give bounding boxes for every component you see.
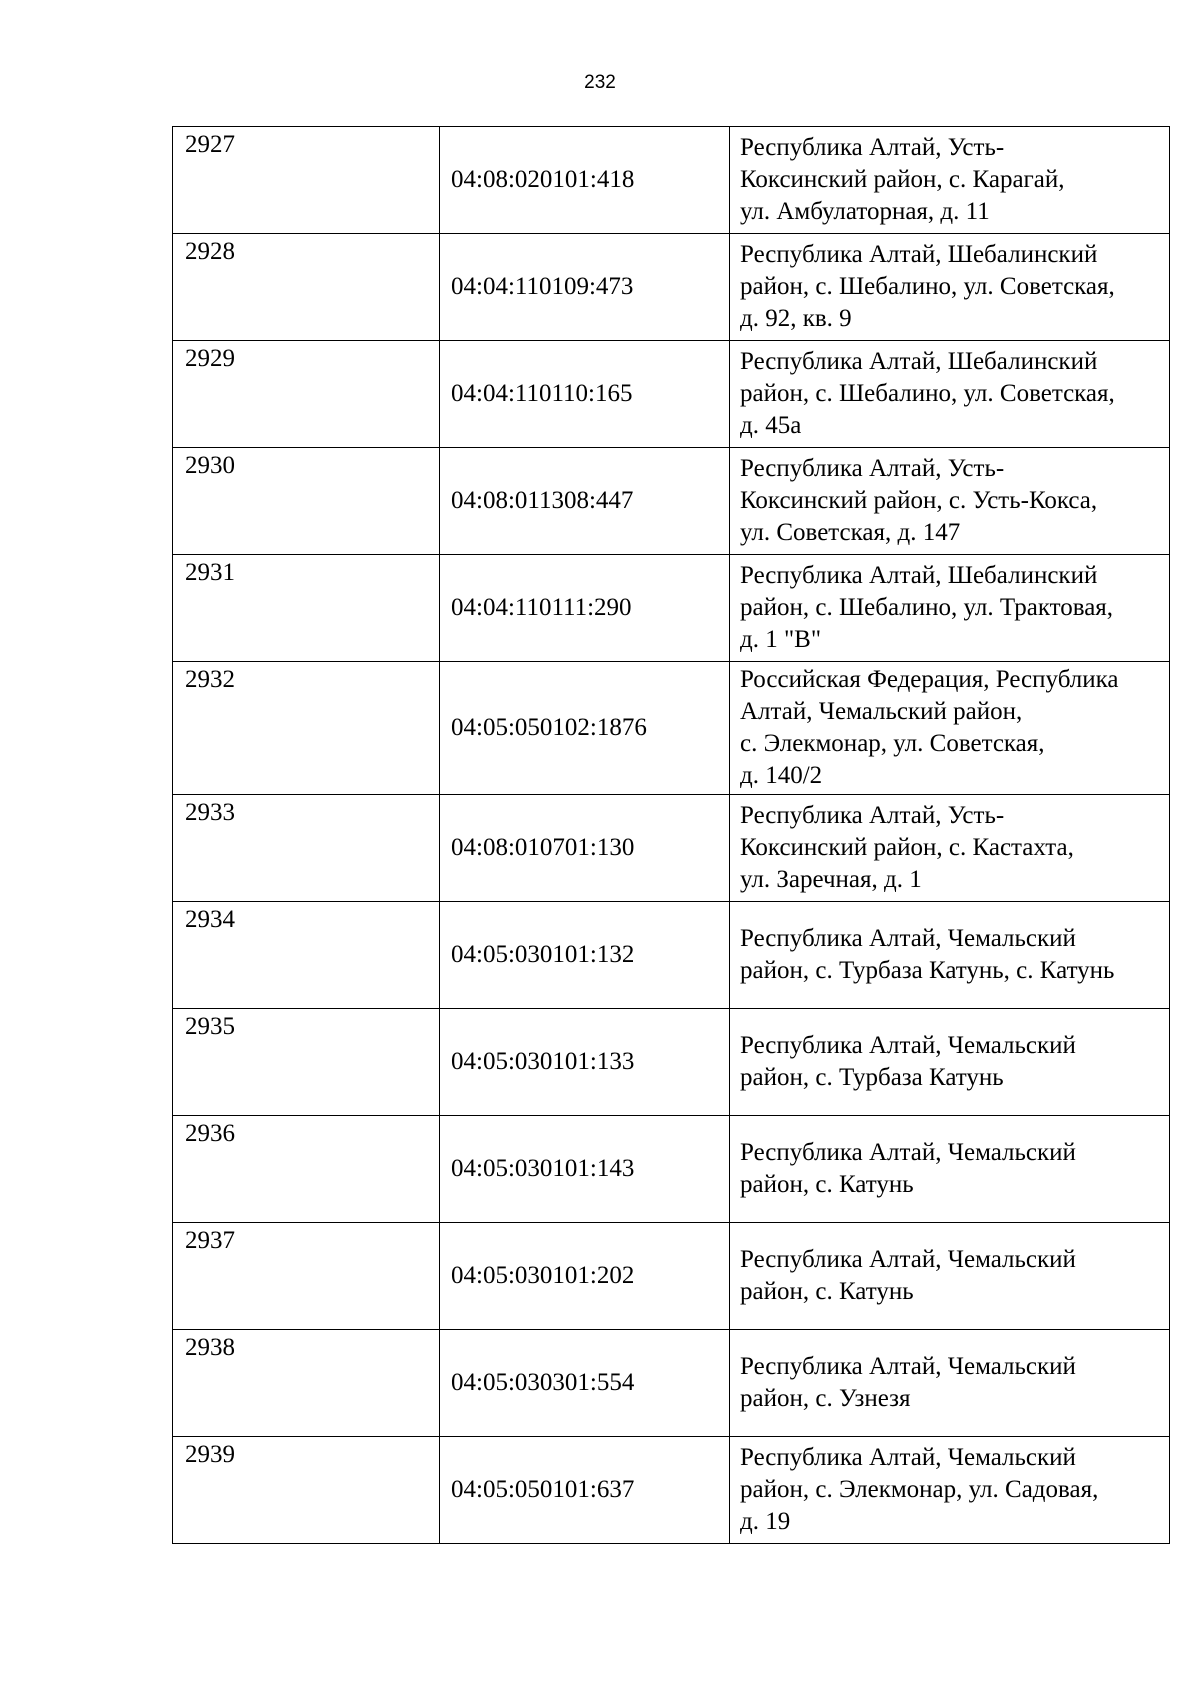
address-line: д. 1 "В" — [740, 626, 822, 653]
row-number: 2939 — [173, 1437, 440, 1544]
address-line: Республика Алтай, Усть- — [740, 455, 1005, 482]
address-line: район, с. Катунь — [740, 1278, 914, 1305]
address-line: Республика Алтай, Чемальский — [740, 1139, 1076, 1166]
registry-table-body — [173, 127, 1170, 1544]
table-row — [173, 234, 1170, 341]
table-row — [173, 1223, 1170, 1330]
address — [730, 1009, 1170, 1116]
row-number: 2929 — [173, 341, 440, 448]
address — [730, 795, 1170, 902]
cadastral-number: 04:05:030101:133 — [440, 1009, 730, 1116]
address-line: район, с. Шебалино, ул. Трактовая, — [740, 594, 1114, 621]
address-line: район, с. Элекмонар, ул. Садовая, — [740, 1476, 1099, 1503]
address-line: Республика Алтай, Шебалинский — [740, 348, 1098, 375]
address-line: район, с. Шебалино, ул. Советская, — [740, 380, 1115, 407]
address-line: Республика Алтай, Чемальский — [740, 1444, 1076, 1471]
address-line: Коксинский район, с. Усть-Кокса, — [740, 487, 1098, 514]
address-line: район, с. Узнезя — [740, 1385, 911, 1412]
address-line: Республика Алтай, Чемальский — [740, 1246, 1076, 1273]
address-line: Республика Алтай, Чемальский — [740, 1353, 1076, 1380]
address-line: д. 92, кв. 9 — [740, 305, 852, 332]
address — [730, 448, 1170, 555]
page-number: 232 — [584, 72, 616, 93]
address — [730, 341, 1170, 448]
address — [730, 1437, 1170, 1544]
row-number: 2936 — [173, 1116, 440, 1223]
row-number: 2931 — [173, 555, 440, 662]
cadastral-number: 04:04:110111:290 — [440, 555, 730, 662]
row-number: 2934 — [173, 902, 440, 1009]
cadastral-number: 04:08:020101:418 — [440, 127, 730, 234]
address-line: Коксинский район, с. Карагай, — [740, 166, 1065, 193]
table-row — [173, 341, 1170, 448]
address-line: район, с. Шебалино, ул. Советская, — [740, 273, 1115, 300]
cadastral-number: 04:05:050101:637 — [440, 1437, 730, 1544]
row-number: 2938 — [173, 1330, 440, 1437]
address-line: Республика Алтай, Шебалинский — [740, 562, 1098, 589]
table-row — [173, 795, 1170, 902]
address-line: Республика Алтай, Усть- — [740, 802, 1005, 829]
address-line: д. 19 — [740, 1508, 791, 1535]
table-row — [173, 555, 1170, 662]
table-row — [173, 1116, 1170, 1223]
address-line: ул. Советская, д. 147 — [740, 519, 961, 546]
address — [730, 662, 1170, 795]
address — [730, 1116, 1170, 1223]
address-line: Республика Алтай, Шебалинский — [740, 241, 1098, 268]
address-line: район, с. Катунь — [740, 1171, 914, 1198]
row-number: 2935 — [173, 1009, 440, 1116]
row-number: 2932 — [173, 662, 440, 795]
address — [730, 234, 1170, 341]
row-number: 2927 — [173, 127, 440, 234]
cadastral-number: 04:05:030101:132 — [440, 902, 730, 1009]
cadastral-number: 04:05:030101:202 — [440, 1223, 730, 1330]
address-line: с. Элекмонар, ул. Советская, — [740, 730, 1045, 757]
address-line: ул. Амбулаторная, д. 11 — [740, 198, 990, 225]
table-row — [173, 1009, 1170, 1116]
table-row — [173, 448, 1170, 555]
address — [730, 127, 1170, 234]
address-line: район, с. Турбаза Катунь, с. Катунь — [740, 957, 1115, 984]
row-number: 2928 — [173, 234, 440, 341]
cadastral-number: 04:05:050102:1876 — [440, 662, 730, 795]
row-number: 2930 — [173, 448, 440, 555]
table-row — [173, 902, 1170, 1009]
registry-table — [172, 126, 1170, 1544]
table-row — [173, 1437, 1170, 1544]
address — [730, 1223, 1170, 1330]
cadastral-number: 04:04:110110:165 — [440, 341, 730, 448]
row-number: 2933 — [173, 795, 440, 902]
row-number: 2937 — [173, 1223, 440, 1330]
address-line: Российская Федерация, Республика — [740, 666, 1119, 693]
address-line: ул. Заречная, д. 1 — [740, 866, 922, 893]
address-line: д. 140/2 — [740, 762, 823, 789]
address-line: Республика Алтай, Чемальский — [740, 1032, 1076, 1059]
address — [730, 555, 1170, 662]
cadastral-number: 04:08:011308:447 — [440, 448, 730, 555]
address-line: Коксинский район, с. Кастахта, — [740, 834, 1074, 861]
cadastral-number: 04:05:030101:143 — [440, 1116, 730, 1223]
table-row — [173, 662, 1170, 795]
address — [730, 1330, 1170, 1437]
address-line: Алтай, Чемальский район, — [740, 698, 1023, 725]
address-line: д. 45а — [740, 412, 802, 439]
address-line: район, с. Турбаза Катунь — [740, 1064, 1004, 1091]
cadastral-number: 04:04:110109:473 — [440, 234, 730, 341]
address — [730, 902, 1170, 1009]
address-line: Республика Алтай, Усть- — [740, 134, 1005, 161]
cadastral-number: 04:05:030301:554 — [440, 1330, 730, 1437]
table-row — [173, 127, 1170, 234]
address-line: Республика Алтай, Чемальский — [740, 925, 1076, 952]
table-row — [173, 1330, 1170, 1437]
cadastral-number: 04:08:010701:130 — [440, 795, 730, 902]
